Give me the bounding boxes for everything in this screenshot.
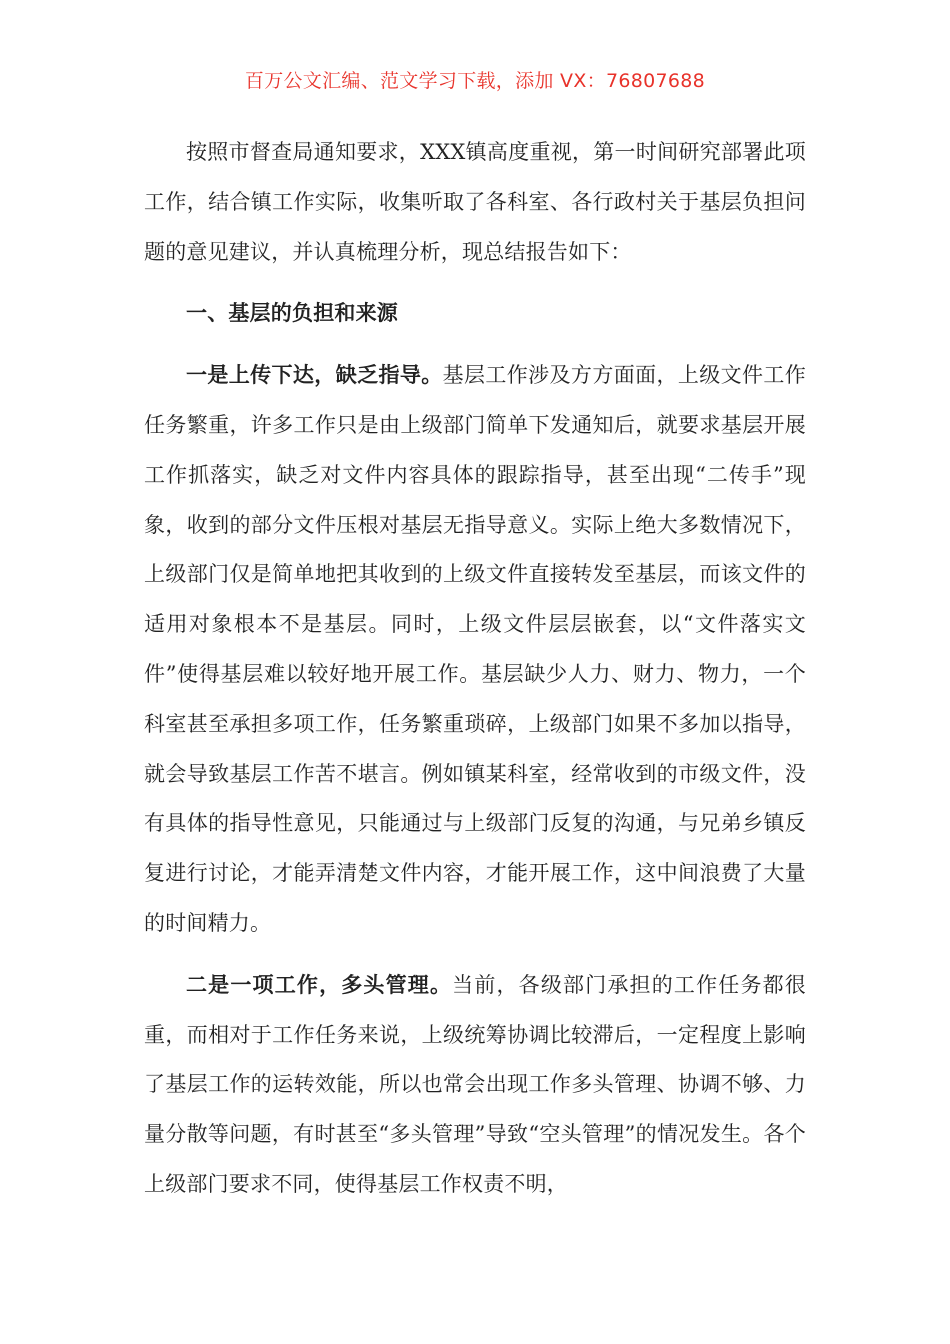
point-paragraph-1	[144, 351, 806, 949]
point-lead-1: 一是上传下达，缺乏指导。	[186, 363, 443, 388]
section-heading: 一、基层的负担和来源	[186, 301, 398, 326]
document-body	[144, 128, 806, 1222]
point-paragraph-2	[144, 961, 806, 1210]
watermark-header: 百万公文汇编、范文学习下载，添加 VX：76807688	[244, 70, 706, 92]
point-body-1: 基层工作涉及方方面面，上级文件工作任务繁重，许多工作只是由上级部门简单下发通知后，就要求基层开展工作抓落实，缺乏对文件内容具体的跟踪指导，甚至出现“二传手”现象，收到的部分文件压根对基层无指导意义。实际上绝大多数情况下，上级部门仅是简单地把其收到的上级文件直接转发至基层，而该文件的适用对象根本不是基层。同时，上级文件层层嵌套，以“文件落实文件”使得基层难以较好地开展工作。基层缺少人力、财力、物力，一个科室甚至承担多项工作，任务繁重琐碎，上级部门如果不多加以指导，就会导致基层工作苦不堪言。例如镇某科室，经常收到的市级文件，没有具体的指导性意见，只能通过与上级部门反复的沟通，与兄弟乡镇反复进行讨论，才能弄清楚文件内容，才能开展工作，这中间浪费了大量的时间精力。	[144, 363, 806, 935]
intro-paragraph: 按照市督查局通知要求，XXX镇高度重视，第一时间研究部署此项工作，结合镇工作实际，收集听取了各科室、各行政村关于基层负担问题的意见建议，并认真梳理分析，现总结报告如下：	[144, 140, 806, 264]
point-lead-2: 二是一项工作，多头管理。	[186, 972, 453, 997]
point-body-2: 当前，各级部门承担的工作任务都很重，而相对于工作任务来说，上级统筹协调比较滞后，一定程度上影响了基层工作的运转效能，所以也常会出现工作多头管理、协调不够、力量分散等问题，有时甚至“多头管理”导致“空头管理”的情况发生。各个上级部门要求不同，使得基层工作权责不明，	[144, 972, 807, 1196]
